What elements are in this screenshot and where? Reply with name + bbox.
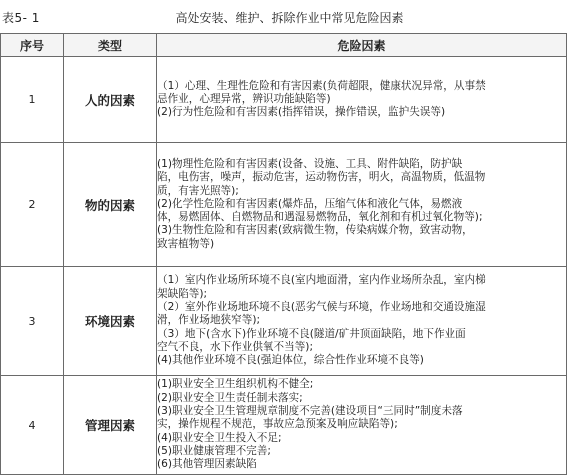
header-hazards: 危险因素 — [157, 34, 567, 57]
row-number: 1 — [1, 57, 64, 143]
hazard-line: (1)职业安全卫生组织机构不健全; — [157, 378, 314, 391]
header-serial: 序号 — [1, 34, 64, 57]
hazard-line: 质，有害光照等); — [157, 184, 239, 197]
hazard-line: (3)生物性危险和有害因素(致病微生物，传染病媒介物，致害动物， — [157, 224, 473, 237]
hazard-table — [0, 33, 567, 475]
hazard-line: 陷，电伤害，噪声，振动危害，运动物伤害，明火，高温物质，低温物 — [157, 171, 486, 184]
hazard-line: 滑，作业场地狭窄等); — [157, 314, 261, 327]
table-number: 表5- 1 — [2, 11, 40, 25]
row-number: 3 — [1, 267, 64, 376]
row-hazards — [157, 143, 567, 267]
hazard-line: (1)物理性危险和有害因素(设备、设施、工具、附件缺陷，防护缺 — [157, 157, 463, 170]
hazard-line: (5)职业健康管理不完善; — [157, 444, 271, 457]
row-hazards — [157, 57, 567, 143]
row-type: 环境因素 — [64, 267, 157, 376]
row-type: 人的因素 — [64, 57, 157, 143]
table-row — [1, 57, 567, 143]
hazard-line: （1）室内作业场所环境不良(室内地面滑，室内作业场所杂乱，室内梯 — [157, 274, 486, 287]
hazard-line: （2）室外作业场地环境不良(恶劣气候与环境，作业场地和交通设施湿 — [157, 301, 486, 314]
hazard-line: 体，易燃固体、自燃物品和遇湿易燃物品，氧化剂和有机过氧化物等); — [157, 211, 483, 224]
hazard-line: 实，操作规程不规范，事故应急预案及响应缺陷等); — [157, 418, 398, 431]
hazard-line: 架缺陷等); — [157, 287, 208, 300]
hazard-line: (6)其他管理因素缺陷 — [157, 458, 257, 471]
table-row — [1, 267, 567, 376]
hazard-line: (2)行为性危险和有害因素(指挥错误，操作错误，监护失误等) — [157, 106, 446, 119]
table-row — [1, 376, 567, 475]
table-row — [1, 143, 567, 267]
hazard-line: (2)化学性危险和有害因素(爆炸品，压缩气体和液化气体，易燃液 — [157, 197, 463, 210]
hazard-line: （3）地下(含水下)作业环境不良(隧道/矿井顶面缺陷，地下作业面 — [157, 327, 466, 340]
table-header-row — [1, 34, 567, 57]
table-caption — [0, 0, 567, 30]
hazard-line: (4)职业安全卫生投入不足; — [157, 431, 282, 444]
hazard-line: （1）心理、生理性危险和有害因素(负荷超限，健康状况异常，从事禁 — [157, 79, 486, 92]
header-type: 类型 — [64, 34, 157, 57]
row-type: 物的因素 — [64, 143, 157, 267]
hazard-line: 空气不良，水下作业供氧不当等); — [157, 340, 314, 353]
hazard-line: (3)职业安全卫生管理规章制度不完善(建设项目“三同时”制度未落 — [157, 405, 463, 418]
hazard-line: (2)职业安全卫生责任制未落实; — [157, 391, 303, 404]
hazard-line: 忌作业，心理异常，辨识功能缺陷等) — [157, 92, 331, 105]
row-number: 4 — [1, 376, 64, 475]
row-type: 管理因素 — [64, 376, 157, 475]
table-title: 高处安装、维护、拆除作业中常见危险因素 — [175, 11, 404, 25]
row-number: 2 — [1, 143, 64, 267]
hazard-line: 致害植物等) — [157, 237, 215, 250]
row-hazards — [157, 267, 567, 376]
row-hazards — [157, 376, 567, 475]
hazard-line: (4)其他作业环境不良(强迫体位，综合性作业环境不良等) — [157, 354, 424, 367]
